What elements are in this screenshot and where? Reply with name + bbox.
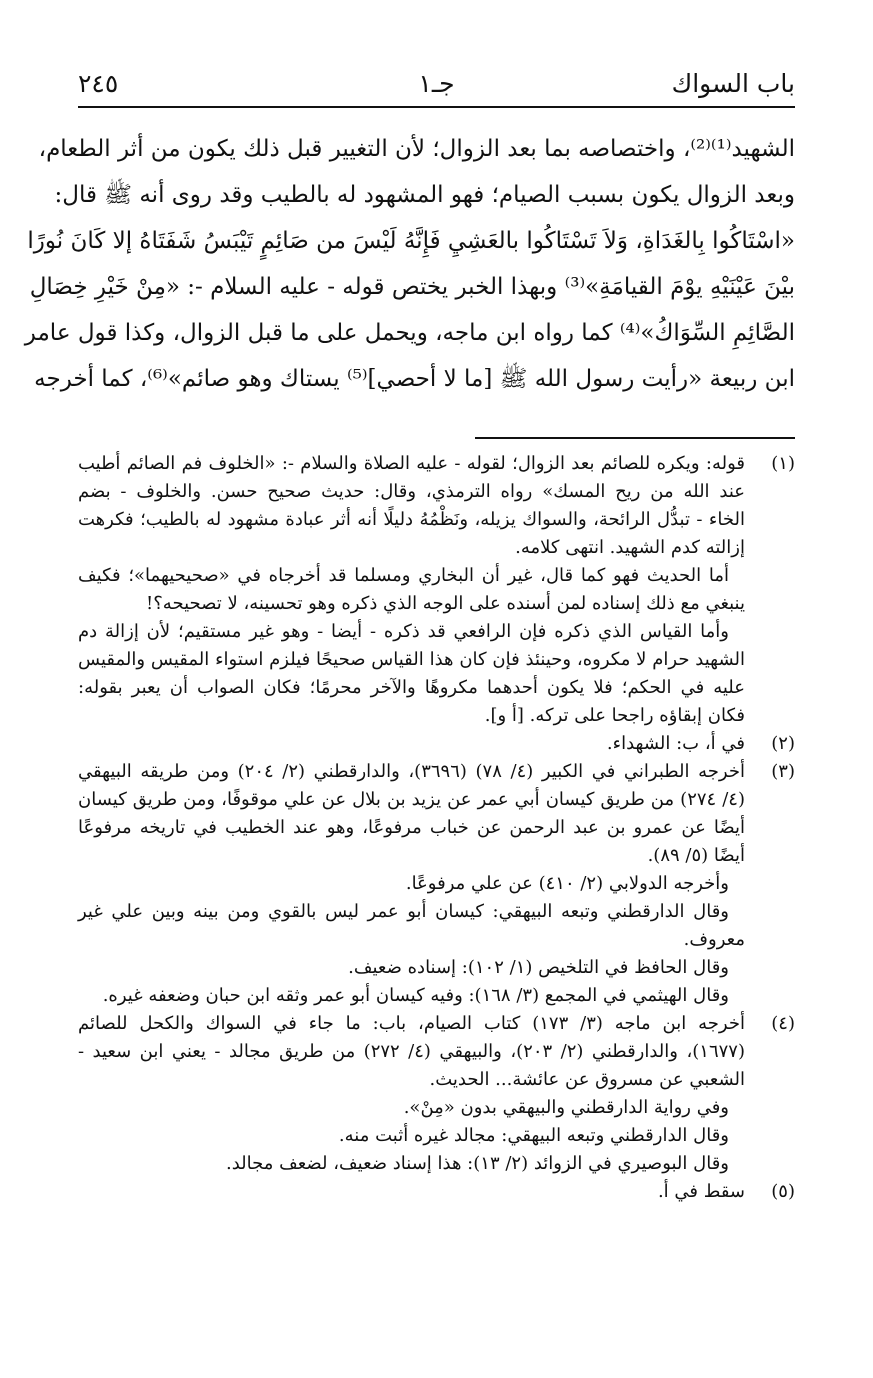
footnote-line: أيضًا (٥/ ٨٩). [647,845,745,866]
footnote-line: الشعبي عن مسروق عن عائشة... الحديث. [429,1069,745,1090]
footnote-line: وقال الدارقطني وتبعه البيهقي: مجالد غيره أثبت منه. [338,1125,729,1146]
volume-label: جـ١ [418,69,455,98]
footnote [78,562,795,618]
footnote [78,982,795,1010]
text-line: الصَّائِمِ السِّوَاكُ»⁽⁴⁾ كما رواه ابن ماجه، ويحمل على ما قبل الزوال، وكذا قول عامر [24,320,795,346]
footnote [78,1094,795,1122]
footnote-line: أخرجه ابن ماجه (٣/ ١٧٣) كتاب الصيام، باب: ما جاء في السواك والكحل للصائم [78,1013,745,1034]
footnotes [78,450,795,1206]
footnote [78,1010,795,1094]
footnote-line: وقال الدارقطني وتبعه البيهقي: كيسان أبو عمر ليس بالقوي ومن بينه وبين علي غير [78,901,729,922]
footnote-line: أما الحديث فهو كما قال، غير أن البخاري ومسلما قد أخرجاه في «صحيحيهما»؛ فكيف [78,565,729,586]
footnote [78,450,795,562]
footnote-line: (٤/ ٢٧٤) من طريق كيسان أبي عمر عن يزيد بن بلال عن علي موقوفًا، ومن طريق كيسان [78,789,745,810]
page-number: ٢٤٥ [78,69,119,98]
footnote [78,618,795,730]
footnote-line: سقط في أ. [657,1181,745,1202]
footnote [78,1178,795,1206]
footnote-number: (٣) [771,761,795,782]
footnote-line: عليه في الحكم؛ فلا يكون أحدهما مكروهًا والآخر محرمًا؛ فكان الصواب أن يعبر بقوله: [78,677,745,698]
text-line: بيْنَ عَيْنَيْهِ يوْمَ القيامَةِ»⁽³⁾ وبهذا الخبر يختص قوله - عليه السلام -: «مِنْ خَيْرِ خِصَالِ [29,274,795,300]
footnote [78,954,795,982]
footnote-line: وأخرجه الدولابي (٢/ ٤١٠) عن علي مرفوعًا. [405,873,729,894]
footnote-separator [475,437,795,439]
text-line: ابن ربيعة «رأيت رسول الله ﷺ [ما لا أحصي]⁽⁵⁾ يستاك وهو صائم»⁽⁶⁾، كما أخرجه [34,366,795,392]
footnote-line: وقال الهيثمي في المجمع (٣/ ١٦٨): وفيه كيسان أبو عمر وثقه ابن حبان وضعفه غيره. [102,985,729,1006]
footnote-line: معروف. [683,929,745,950]
footnote [78,1150,795,1178]
footnote-number: (٢) [771,733,795,754]
footnote-line: الخاء - تبدُّل الرائحة، والسواك يزيله، ونَظْمُهُ دليلًا أنه أثر عبادة مشهود له بالطيب؛ فكرهت [78,509,745,530]
footnote-line: وأما القياس الذي ذكره فإن الرافعي قد ذكره - أيضا - وهو غير مستقيم؛ لأن إزالة دم [78,621,729,642]
footnote-line: وفي رواية الدارقطني والبيهقي بدون «مِنْ». [403,1097,729,1118]
footnote [78,898,795,954]
chapter-title: باب السواك [671,69,795,98]
text-line: «اسْتَاكُوا بِالغَدَاةِ، وَلاَ تَسْتَاكُوا بالعَشِيِ فَإِنَّهُ لَيْسَ من صَائِمٍ تَيْبَسُ شَفَتَاهُ إلا كَانَ نُورًا [27,228,795,254]
footnote-line: الشهيد حرام لا مكروه، وحينئذ فإن كان هذا القياس صحيحًا فيلزم استواء المقيس والمقيس [78,649,745,670]
footnote-line: وقال الحافظ في التلخيص (١/ ١٠٢): إسناده ضعيف. [348,957,729,978]
main-text [24,126,795,402]
footnote [78,870,795,898]
footnote-line: إزالته كدم الشهيد. انتهى كلامه. [515,537,745,558]
footnote-line: (١٦٧٧)، والدارقطني (٢/ ٢٠٣)، والبيهقي (٤/ ٢٧٢) من طريق مجالد - يعني ابن سعيد - [78,1041,745,1062]
footnote-line: أيضًا عن عمرو بن عبد الرحمن عن خباب مرفوعًا، وهو عند الخطيب في تاريخه مرفوعًا [78,817,745,838]
footnote [78,758,795,870]
footnote-line: قوله: ويكره للصائم بعد الزوال؛ لقوله - عليه الصلاة والسلام -: «الخلوف فم الصائم أطيب [78,453,745,474]
footnote-number: (٥) [771,1181,795,1202]
footnote [78,1122,795,1150]
text-line: الشهيد⁽¹⁾⁽²⁾، واختصاصه بما بعد الزوال؛ لأن التغيير قبل ذلك يكون من أثر الطعام، [38,136,795,162]
footnote-line: عند الله من ريح المسك» رواه الترمذي، وقال: حديث صحيح حسن. والخلوف - بضم [78,481,745,502]
footnote-line: في أ، ب: الشهداء. [606,733,745,754]
footnote-line: ينبغي مع ذلك إسناده لمن أسنده على الوجه الذي ذكره وهو تحسينه، لا تصحيحه؟! [146,593,745,614]
footnote-number: (٤) [771,1013,795,1034]
footnote-line: وقال البوصيري في الزوائد (٢/ ١٣): هذا إسناد ضعيف، لضعف مجالد. [225,1153,729,1174]
footnote-line: أخرجه الطبراني في الكبير (٤/ ٧٨) (٣٦٩٦)، والدارقطني (٢/ ٢٠٤) ومن طريقه البيهقي [78,761,745,782]
text-line: وبعد الزوال يكون بسبب الصيام؛ فهو المشهود له بالطيب وقد روى أنه ﷺ قال: [54,182,795,208]
footnote-number: (١) [771,453,795,474]
footnote [78,730,795,758]
footnote-line: فكان إبقاؤه راجحا على تركه. [أ و]. [484,705,745,726]
page-header [78,62,795,108]
